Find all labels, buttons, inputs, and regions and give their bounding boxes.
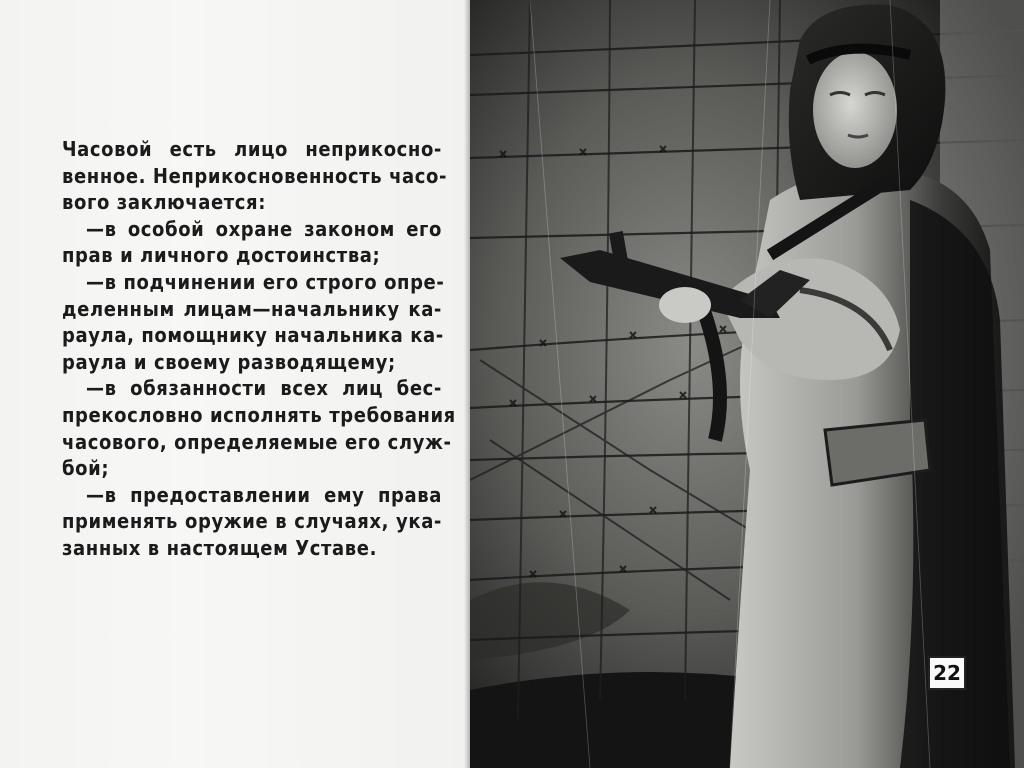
text-line: прекословно исполнять требования <box>62 402 456 427</box>
text-line: раула, помощнику начальника ка- <box>62 323 444 348</box>
text-line: —в особой охране законом его <box>86 216 442 241</box>
photo-sentry <box>470 0 1024 768</box>
text-line: раула и своему разводящему; <box>62 349 396 374</box>
text-line: часового, определяемые его служ- <box>62 429 452 454</box>
text-line: —в предоставлении ему права <box>86 482 442 507</box>
body-text <box>62 136 456 562</box>
frame-number: 22 <box>928 656 966 690</box>
text-line: —в подчинении его строго опре- <box>86 269 445 294</box>
text-line: —в обязанности всех лиц бес- <box>86 376 442 401</box>
text-line: деленным лицам—начальнику ка- <box>62 296 442 321</box>
text-line: прав и личного достоинства; <box>62 243 381 268</box>
text-line: Часовой есть лицо неприкосно- <box>62 137 442 161</box>
text-line: вого заключается: <box>62 190 267 215</box>
text-panel <box>0 0 470 768</box>
text-line: занных в настоящем Уставе. <box>62 535 378 560</box>
text-line: венное. Неприкосновенность часо- <box>62 163 448 188</box>
photo-illustration <box>470 0 1024 768</box>
text-line: бой; <box>62 456 110 481</box>
text-line: применять оружие в случаях, ука- <box>62 509 442 534</box>
